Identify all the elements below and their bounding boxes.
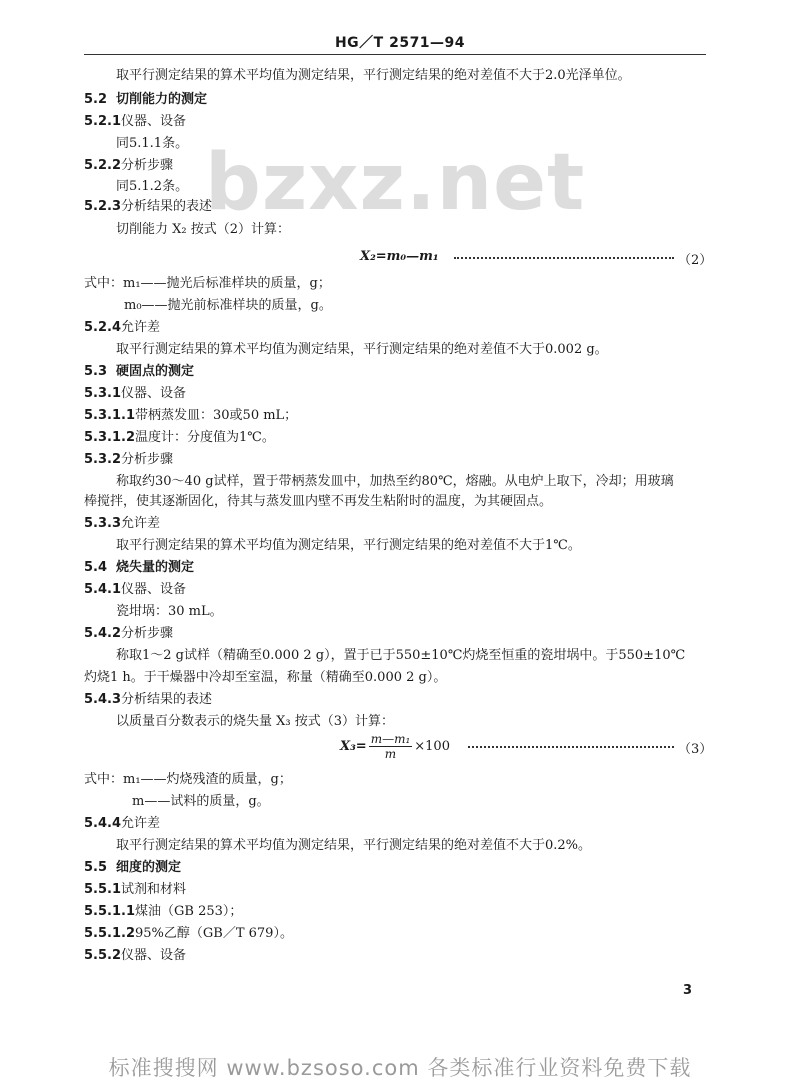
paragraph: 称取约30～40 g试样，置于带柄蒸发皿中，加热至约80℃，熔融。从电炉上取下，冷却；用玻璃 <box>116 474 674 489</box>
equation-3: X₃= $\frac{\text{m—m₁}}{m}$ ×100 <box>340 732 450 761</box>
section-heading-5-4: 5.4 烧失量的测定 <box>84 560 195 575</box>
subsection-heading: 5.4.1仪器、设备 <box>84 582 187 597</box>
section-heading-5-5: 5.5 细度的测定 <box>84 860 182 875</box>
where-clause: m₀——抛光前标准样块的质量，g。 <box>124 298 332 313</box>
paragraph: 瓷坩埚：30 mL。 <box>116 604 223 619</box>
paragraph: 取平行测定结果的算术平均值为测定结果，平行测定结果的绝对差值不大于2.0光泽单位。 <box>116 68 631 83</box>
subsection-heading: 5.5.2仪器、设备 <box>84 948 187 963</box>
subsection-heading: 5.2.4允许差 <box>84 320 161 335</box>
subsection-heading: 5.2.2分析步骤 <box>84 158 174 173</box>
footer-watermark-link[interactable]: 标准搜搜网 www.bzsoso.com 各类标准行业资料免费下载 <box>108 1056 692 1080</box>
paragraph: 取平行测定结果的算术平均值为测定结果，平行测定结果的绝对差值不大于0.2%。 <box>116 838 592 853</box>
paragraph: 同5.1.1条。 <box>116 136 189 151</box>
paragraph: 棒搅拌，使其逐渐固化，待其与蒸发皿内壁不再发生粘附时的温度，为其硬固点。 <box>84 494 553 509</box>
paragraph: 取平行测定结果的算术平均值为测定结果，平行测定结果的绝对差值不大于1℃。 <box>116 538 581 553</box>
paragraph: 切削能力 X₂ 按式（2）计算： <box>116 222 291 237</box>
paragraph: 同5.1.2条。 <box>116 179 189 194</box>
dot-leader <box>468 746 674 748</box>
list-item: 5.3.1.1带柄蒸发皿：30或50 mL； <box>84 408 298 423</box>
where-clause: 式中：m₁——抛光后标准样块的质量，g； <box>84 276 331 291</box>
section-heading-5-2: 5.2 切削能力的测定 <box>84 92 208 107</box>
equation-number: （3） <box>678 742 713 757</box>
where-clause: m——试料的质量，g。 <box>132 794 270 809</box>
paragraph: 取平行测定结果的算术平均值为测定结果，平行测定结果的绝对差值不大于0.002 g。 <box>116 342 608 357</box>
subsection-heading: 5.2.3分析结果的表述 <box>84 199 213 214</box>
paragraph: 称取1～2 g试样（精确至0.000 2 g），置于已于550±10℃灼烧至恒重的瓷坩埚中。于550±10℃ <box>116 648 686 663</box>
subsection-heading: 5.2.1仪器、设备 <box>84 114 187 129</box>
equation-number: （2） <box>678 253 713 268</box>
dot-leader <box>454 257 674 259</box>
section-heading-5-3: 5.3 硬固点的测定 <box>84 364 195 379</box>
document-code-header: HG／T 2571—94 <box>334 35 466 51</box>
paragraph: 灼烧1 h。于干燥器中冷却至室温，称量（精确至0.000 2 g）。 <box>84 670 447 685</box>
list-item: 5.5.1.295%乙醇（GB／T 679）。 <box>84 926 293 941</box>
paragraph: 以质量百分数表示的烧失量 X₃ 按式（3）计算： <box>116 714 395 729</box>
page-number: 3 <box>682 983 692 998</box>
subsection-heading: 5.3.2分析步骤 <box>84 452 174 467</box>
subsection-heading: 5.3.3允许差 <box>84 516 161 531</box>
subsection-heading: 5.4.4允许差 <box>84 816 161 831</box>
header-rule <box>84 54 706 55</box>
where-clause: 式中：m₁——灼烧残渣的质量，g； <box>84 772 292 787</box>
subsection-heading: 5.4.2分析步骤 <box>84 626 174 641</box>
list-item: 5.5.1.1煤油（GB 253）； <box>84 904 243 919</box>
watermark: bzxz.net <box>205 138 586 228</box>
subsection-heading: 5.4.3分析结果的表述 <box>84 692 213 707</box>
subsection-heading: 5.3.1仪器、设备 <box>84 386 187 401</box>
list-item: 5.3.1.2温度计：分度值为1℃。 <box>84 430 275 445</box>
equation-2: X₂=m₀—m₁ <box>360 249 439 264</box>
fraction: $\frac{\text{m—m₁}}{m}$ <box>370 732 411 761</box>
subsection-heading: 5.5.1试剂和材料 <box>84 882 187 897</box>
